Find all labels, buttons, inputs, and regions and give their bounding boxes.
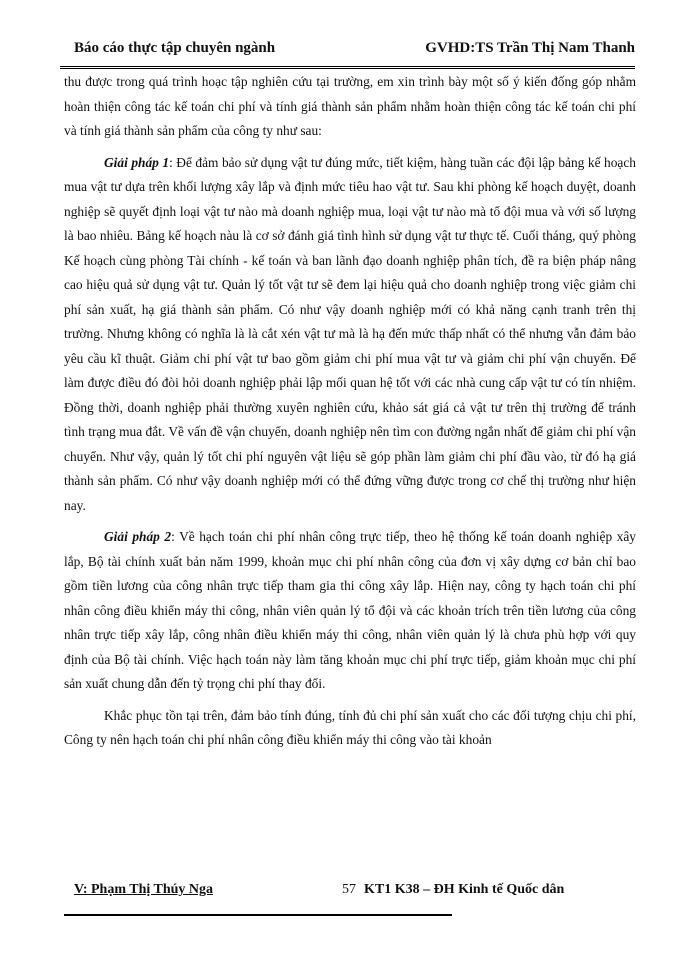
solution-2-heading: Giải pháp 2 <box>104 529 172 544</box>
paragraph-solution-1 <box>64 151 636 519</box>
paragraph-solution-2 <box>64 525 636 697</box>
paragraph-remedy: Khắc phục tồn tại trên, đảm bảo tính đúng, tính đủ chi phí sản xuất cho các đối tượng chịu chi phí, Công ty nên hạch toán chi phí nhân công điều khiển máy thi công vào tài khoản <box>64 707 636 747</box>
paragraph-intro: thu được trong quá trình hoạc tập nghiên cứu tại trường, em xin trình bày một số ý kiến đống góp nhằm hoàn thiện công tác kế toán chi phí và tính giá thành sản phẩm nhằm hoàn thiện công tác kế toán chi phí và tính giá thành sản phẩm của công ty như sau: <box>64 74 636 138</box>
page-header <box>60 36 635 69</box>
supervisor-name: GVHD:TS Trần Thị Nam Thanh <box>425 40 635 56</box>
footer-divider <box>64 914 452 916</box>
solution-1-text: : Để đảm bảo sử dụng vật tư đúng mức, tiết kiệm, hàng tuần các đội lập bảng kế hoạch mua vật tư dựa trên khối lượng xây lắp và định mức tiêu hao vật tư. Sau khi phòng kế hoạch duyệt, doanh nghiệp sẽ quyết định loại vật tư nào mà doanh nghiệp mua, loại vật tư nào mà tổ đội mua và với số lượng là bao nhiêu. Bảng kế hoạch nàu là cơ sở đánh giá tình hình sử dụng vật tư thực tế. Cuối tháng, quý phòng Kế hoạch cùng phòng Tài chính - kế toán và ban lãnh đạo doanh nghiệp phân tích, đề ra biện pháp nâng cao hiệu quả sử dụng vật tư. Quản lý tốt vật tư sẽ đem lại hiệu quả cho doanh nghiệp trong việc giảm chi phí sản xuất, hạ giá thành sản phẩm. Có như vậy doanh nghiệp mới có khả năng cạnh tranh trên thị trường. Nhưng không có nghĩa là là cắt xén vật tư mà là hạ đến mức thấp nhất có thể nhưng vẫn đảm bảo yêu cầu kĩ thuật. Giảm chi phí vật tư bao gồm giảm chi phí mua vật tư và giảm chi phí vận chuyển. Để làm được điều đó đòi hỏi doanh nghiệp phải lập mối quan hệ tốt với các nhà cung cấp vật tư có tín nhiệm. Đồng thời, doanh nghiệp phải thường xuyên nghiên cứu, khảo sát giá cả vật tư trên thị trường để tránh tình trạng mua đắt. Về vấn đề vận chuyển, doanh nghiệp nên tìm con đường ngắn nhất để giảm chi phí vận chuyển. Như vậy, quản lý tốt chi phí nguyên vật liệu sẽ góp phần làm giảm chi phí đầu vào, từ đó hạ giá thành sản phẩm. Có như vậy doanh nghiệp mới có thể đứng vững được trong cơ chế thị trường như hiện nay. <box>64 154 636 513</box>
page-number: 57 <box>342 882 356 897</box>
page-body <box>64 70 636 760</box>
author-name: V: Phạm Thị Thúy Nga <box>74 882 214 897</box>
report-title: Báo cáo thực tập chuyên ngành <box>74 40 276 56</box>
page-footer <box>64 880 624 900</box>
solution-2-text: : Về hạch toán chi phí nhân công trực tiếp, theo hệ thống kế toán doanh nghiệp xây lắp, Bộ tài chính xuất bản năm 1999, khoản mục chi phí nhân công của đơn vị xây dựng cơ bản chỉ bao gồm tiền lương của công nhân trực tiếp tham gia thi công xây lắp. Hiện nay, công ty hạch toán chi phí nhân công điều khiển máy thi công, nhân viên quản lý tổ đội và các khoản trích trên tiền lương của công nhân trực tiếp xây lắp, công nhân điều khiển máy thi công, nhân viên quản lý là chưa phù hợp với quy định của Bộ tài chính. Việc hạch toán này làm tăng khoản mục chi phí trực tiếp, giảm khoản mục chi phí sản xuất chung dẫn đến tỷ trọng chi phí thay đổi. <box>64 529 637 691</box>
school-name: KT1 K38 – ĐH Kinh tế Quốc dân <box>364 882 565 897</box>
solution-1-heading: Giải pháp 1 <box>104 154 170 170</box>
